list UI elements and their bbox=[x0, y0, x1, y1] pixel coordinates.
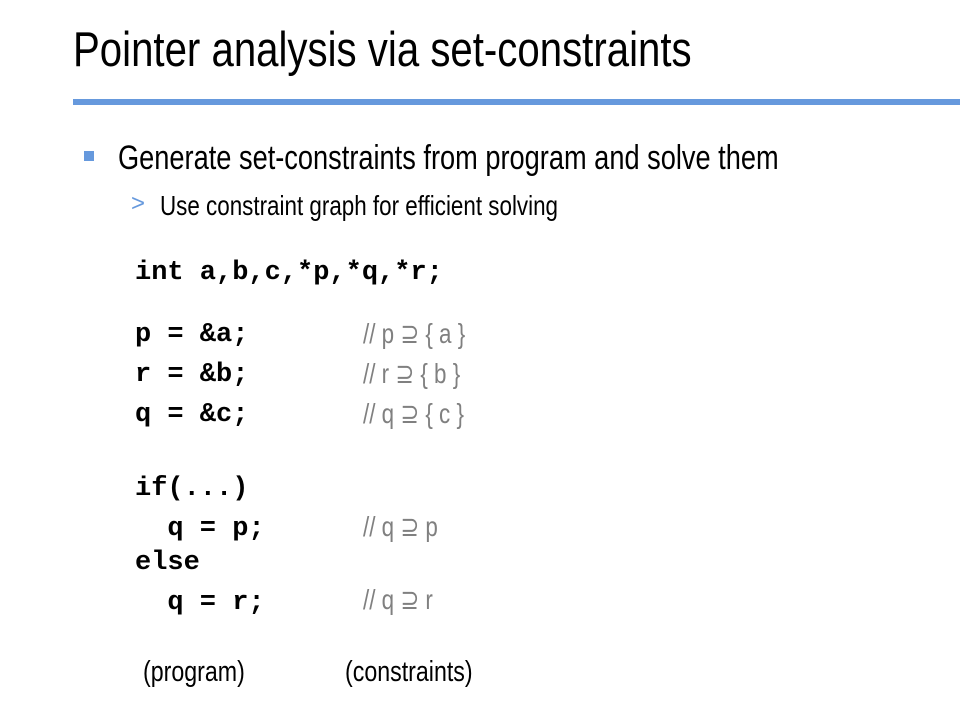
title-underline bbox=[73, 99, 960, 105]
square-bullet-icon bbox=[84, 151, 94, 161]
code-line: q = r; bbox=[135, 588, 265, 618]
code-line: if(...) bbox=[135, 474, 249, 504]
constraint-comment: // q ⊇ r bbox=[363, 584, 433, 615]
code-line: p = &a; bbox=[135, 320, 249, 350]
constraints-caption: (constraints) bbox=[345, 656, 473, 688]
constraint-comment: // q ⊇ p bbox=[363, 511, 438, 542]
sub-bullet-arrow-icon: > bbox=[131, 190, 146, 217]
code-line: else bbox=[135, 548, 200, 578]
program-caption: (program) bbox=[143, 656, 245, 688]
constraint-comment: // p ⊇ { a } bbox=[363, 318, 466, 349]
code-line: r = &b; bbox=[135, 360, 249, 390]
slide-title: Pointer analysis via set-constraints bbox=[73, 23, 692, 77]
code-line: q = &c; bbox=[135, 400, 249, 430]
code-declaration: int a,b,c,*p,*q,*r; bbox=[135, 258, 443, 288]
sub-bullet-text: Use constraint graph for efficient solving bbox=[160, 190, 559, 221]
constraint-comment: // r ⊇ { b } bbox=[363, 358, 461, 389]
bullet-text: Generate set-constraints from program and solve them bbox=[118, 139, 779, 177]
code-line: q = p; bbox=[135, 514, 265, 544]
constraint-comment: // q ⊇ { c } bbox=[363, 398, 464, 429]
